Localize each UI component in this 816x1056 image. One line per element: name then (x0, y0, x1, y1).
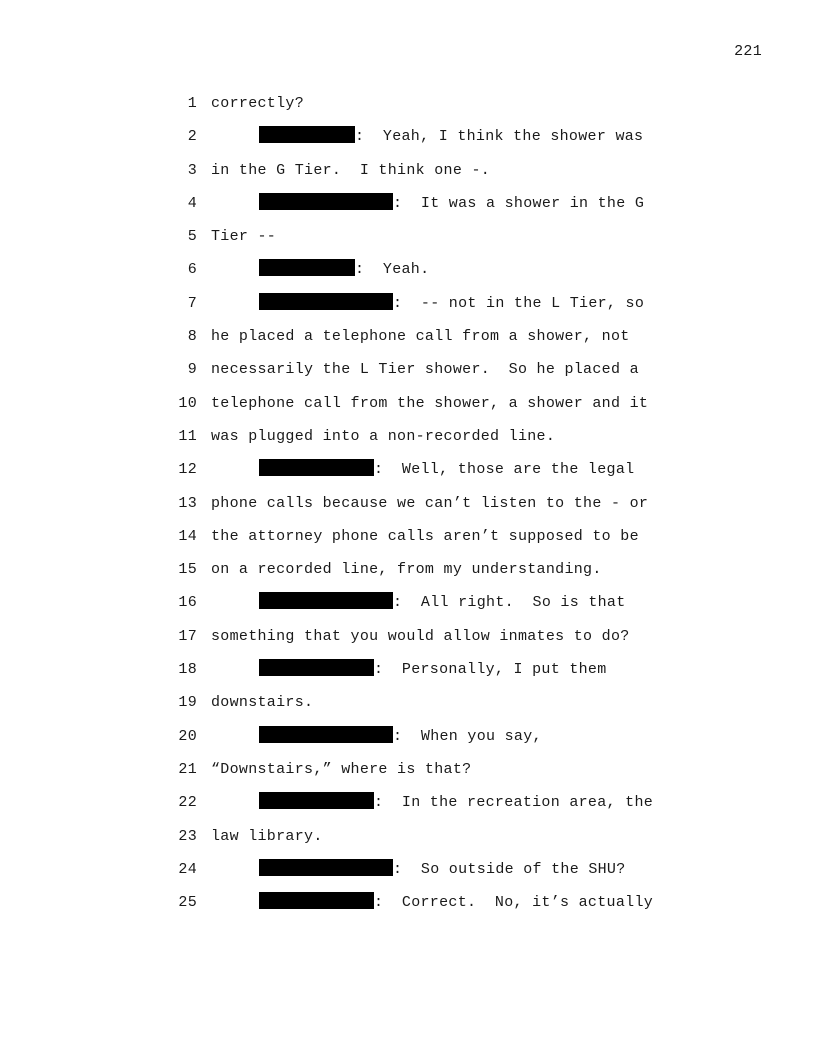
line-text: : All right. So is that (393, 594, 626, 612)
line-text: in the G Tier. I think one -. (211, 161, 491, 179)
redaction-bar (259, 259, 355, 276)
speaker-label (259, 259, 355, 281)
line-text: law library. (211, 827, 323, 845)
transcript-line (176, 459, 696, 492)
speaker-label (259, 892, 374, 914)
line-text: : When you say, (393, 727, 542, 745)
line-number: 5 (187, 228, 197, 246)
line-text: he placed a telephone call from a shower, not (211, 328, 630, 346)
transcript-line (176, 826, 696, 859)
speaker-label (259, 859, 393, 881)
line-text: telephone call from the shower, a shower and it (211, 394, 649, 412)
speaker-label (259, 659, 374, 681)
speaker-line (211, 592, 626, 614)
speaker-label (259, 293, 393, 315)
redaction-bar (259, 293, 393, 310)
line-number: 7 (187, 294, 197, 312)
transcript-line (176, 592, 696, 625)
speaker-label (259, 792, 374, 814)
speaker-line (211, 726, 542, 748)
line-text: on a recorded line, from my understanding. (211, 561, 602, 579)
line-number: 4 (187, 194, 197, 212)
transcript-line (176, 93, 696, 126)
line-text: necessarily the L Tier shower. So he placed a (211, 361, 639, 379)
speaker-line (211, 459, 634, 481)
line-text: downstairs. (211, 694, 314, 712)
line-text: : Correct. No, it’s actually (374, 894, 654, 912)
speaker-label (259, 126, 355, 148)
line-text: : Yeah, I think the shower was (355, 128, 644, 146)
transcript-line (176, 859, 696, 892)
line-number: 18 (178, 661, 197, 679)
transcript-line (176, 193, 696, 226)
speaker-line (211, 193, 644, 215)
speaker-label (259, 726, 393, 748)
line-number: 10 (178, 394, 197, 412)
redaction-bar (259, 659, 374, 676)
speaker-label (259, 459, 374, 481)
line-text: : So outside of the SHU? (393, 860, 626, 878)
transcript-line (176, 792, 696, 825)
line-number: 14 (178, 527, 197, 545)
line-text: was plugged into a non-recorded line. (211, 427, 556, 445)
line-text: : Well, those are the legal (374, 461, 635, 479)
transcript-line (176, 493, 696, 526)
line-number: 2 (187, 128, 197, 146)
transcript-line (176, 626, 696, 659)
line-text: : Personally, I put them (374, 661, 607, 679)
speaker-label (259, 592, 393, 614)
line-number: 13 (178, 494, 197, 512)
line-number: 25 (178, 894, 197, 912)
speaker-line (211, 293, 644, 315)
transcript-line (176, 426, 696, 459)
redaction-bar (259, 459, 374, 476)
transcript-line (176, 559, 696, 592)
transcript-line (176, 759, 696, 792)
line-number: 16 (178, 594, 197, 612)
transcript-line (176, 160, 696, 193)
speaker-line (211, 259, 429, 281)
line-number: 9 (187, 361, 197, 379)
line-text: Tier -- (211, 228, 277, 246)
line-number: 23 (178, 827, 197, 845)
line-number: 17 (178, 627, 197, 645)
redaction-bar (259, 892, 374, 909)
transcript-line (176, 692, 696, 725)
line-text: : It was a shower in the G (393, 194, 645, 212)
speaker-line (211, 792, 653, 814)
line-text: phone calls because we can’t listen to the - or (211, 494, 649, 512)
line-number: 3 (187, 161, 197, 179)
transcript-line (176, 126, 696, 159)
transcript-line (176, 293, 696, 326)
redaction-bar (259, 592, 393, 609)
transcript-line (176, 226, 696, 259)
line-text: : -- not in the L Tier, so (393, 294, 645, 312)
line-text: “Downstairs,” where is that? (211, 760, 472, 778)
transcript-line (176, 892, 696, 925)
line-number: 22 (178, 794, 197, 812)
speaker-line (211, 659, 607, 681)
line-number: 12 (178, 461, 197, 479)
line-text: : In the recreation area, the (374, 794, 654, 812)
line-number: 20 (178, 727, 197, 745)
transcript-body (176, 93, 696, 925)
line-text: correctly? (211, 95, 305, 112)
line-text: something that you would allow inmates to do? (211, 627, 630, 645)
line-number: 6 (187, 261, 197, 279)
speaker-line (211, 126, 643, 148)
line-text: the attorney phone calls aren’t supposed to be (211, 527, 639, 545)
transcript-line (176, 526, 696, 559)
redaction-bar (259, 126, 355, 143)
line-number: 24 (178, 860, 197, 878)
line-number: 15 (178, 561, 197, 579)
redaction-bar (259, 792, 374, 809)
transcript-line (176, 259, 696, 292)
line-number: 11 (178, 427, 197, 445)
transcript-line (176, 359, 696, 392)
line-number: 21 (178, 760, 197, 778)
transcript-line (176, 659, 696, 692)
redaction-bar (259, 726, 393, 743)
line-number: 19 (178, 694, 197, 712)
transcript-line (176, 726, 696, 759)
transcript-line (176, 326, 696, 359)
transcript-line (176, 393, 696, 426)
redaction-bar (259, 193, 393, 210)
line-number: 1 (187, 95, 197, 112)
speaker-line (211, 859, 626, 881)
line-text: : Yeah. (355, 261, 430, 279)
redaction-bar (259, 859, 393, 876)
line-number: 8 (187, 328, 197, 346)
speaker-line (211, 892, 653, 914)
page-number: 221 (734, 43, 762, 60)
speaker-label (259, 193, 393, 215)
